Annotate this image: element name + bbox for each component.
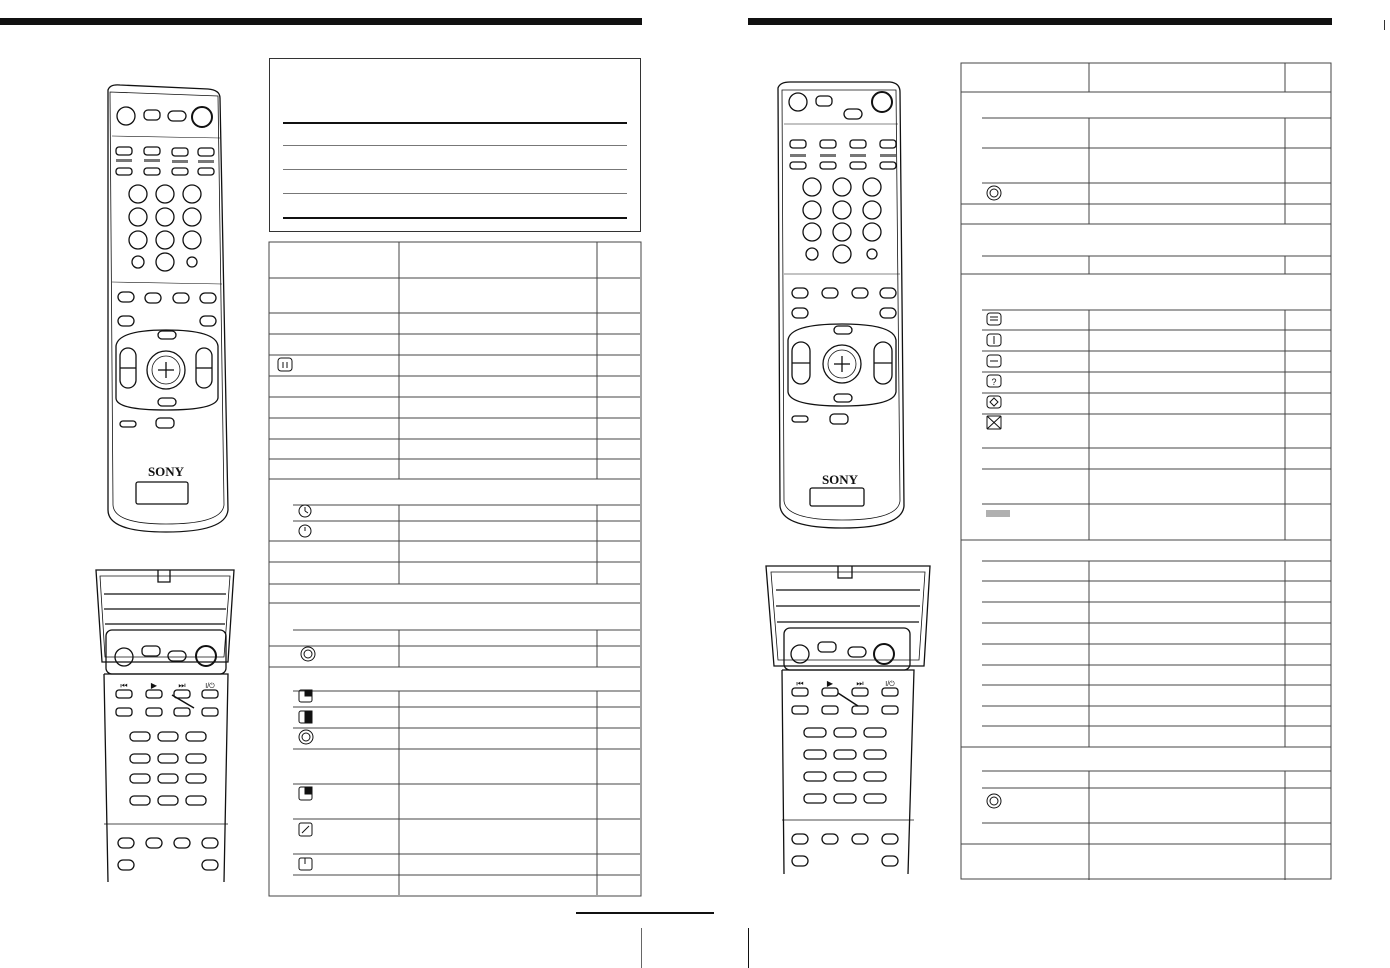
info-box-rule [283,145,627,146]
teletext-hold-icon [987,396,1001,408]
left-function-table [268,241,642,897]
forward-label: ⏭ [178,681,186,690]
rewind-label: ⏮ [796,679,804,688]
vcr-power-label: I/⏻ [885,681,895,688]
picture-control-icon [301,647,315,661]
sony-logo: SONY [147,464,185,479]
play-label: ▶ [826,679,834,688]
svg-text:?: ? [991,377,997,387]
picture-control-icon [987,186,1001,200]
remote-control-open-illustration [90,562,240,882]
teletext-icon [987,313,1001,325]
colour-swatch [986,510,1010,517]
play-label: ▶ [150,681,158,690]
top-rule-left [0,18,642,25]
info-box-rule [283,193,627,194]
info-icon [278,358,292,371]
teletext-size-icon [987,355,1001,367]
info-box-rule-top [283,122,627,124]
remote-control-illustration [96,80,236,540]
rewind-label: ⏮ [120,681,128,690]
pip-icon [299,787,312,800]
picture-control-icon [299,730,313,744]
remote-control-open-illustration-right [762,558,934,878]
page-corner-mark [1384,20,1385,30]
teletext-reveal-icon [987,375,1001,387]
info-box-rule-bottom [283,217,627,219]
pip-freeze-icon [299,858,312,870]
pip-swap-icon [299,823,312,836]
teletext-cancel-icon [987,416,1001,429]
vcr-power-label: I/⏻ [205,683,215,690]
right-function-table [960,62,1332,880]
teletext-mix-icon [987,334,1001,346]
forward-label: ⏭ [856,679,864,688]
bottom-rule [576,912,714,914]
gutter-line-right [748,928,749,968]
sony-logo: SONY [821,472,859,487]
top-rule-right [748,18,1332,25]
picture-control-icon [987,794,1001,808]
gutter-line-left [641,928,642,968]
clock-icon [299,525,311,537]
clock-icon [299,505,311,517]
remote-control-illustration-right [772,76,912,536]
pip-icon [299,690,312,702]
info-box-rule [283,169,627,170]
pip-icon [299,711,312,723]
